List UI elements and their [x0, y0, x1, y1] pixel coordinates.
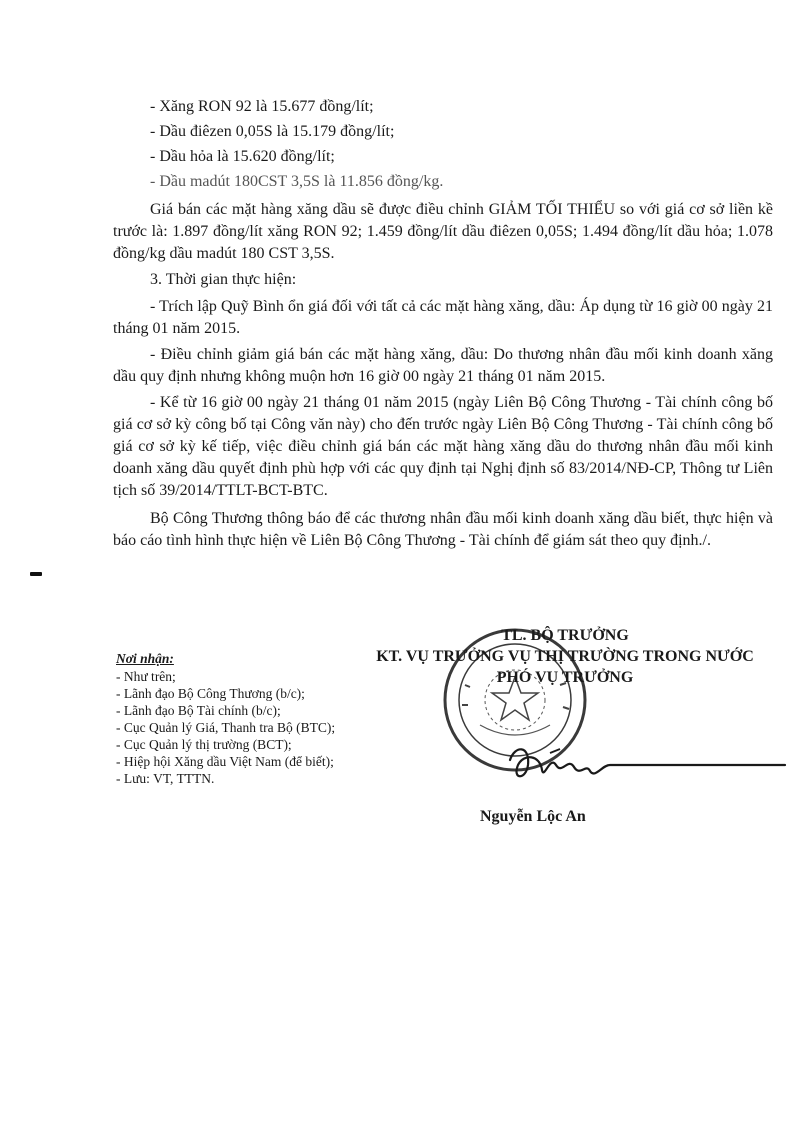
closing-paragraph: Bộ Công Thương thông báo để các thương nhân đầu mối kinh doanh xăng dầu biết, thực hiện và báo cáo tình hình thực hiện về Liên Bộ Công Thương - Tài chính để giám sát theo quy định./.	[113, 510, 773, 549]
margin-mark	[30, 572, 42, 576]
price-diesen: - Dầu điêzen 0,05S là 15.179 đồng/lít;	[150, 123, 395, 140]
section-3-item-3: - Kể từ 16 giờ 00 ngày 21 tháng 01 năm 2015 (ngày Liên Bộ Công Thương - Tài chính công bố giá cơ sở kỳ công bố tại Công văn này) cho đến trước ngày Liên Bộ Công Thương - Tài chính công bố giá cơ sở kỳ kế tiếp, việc điều chỉnh giá bán các mặt hàng xăng dầu do thương nhân đầu mối kinh doanh xăng dầu quyết định phù hợp với các quy định tại Nghị định số 83/2014/NĐ-CP, Thông tư Liên tịch số 39/2014/TTLT-BCT-BTC.	[113, 394, 773, 499]
recipient-item: - Lãnh đạo Bộ Công Thương (b/c);	[116, 686, 305, 701]
recipient-item: - Lãnh đạo Bộ Tài chính (b/c);	[116, 703, 281, 718]
price-adjust-paragraph: Giá bán các mặt hàng xăng dầu sẽ được điều chỉnh GIẢM TỐI THIỂU so với giá cơ sở liền kề trước là: 1.897 đồng/lít xăng RON 92; 1.459 đồng/lít dầu điêzen 0,05S; 1.494 đồng/lít dầu hỏa; 1.078 đồng/kg dầu madút 180 CST 3,5S.	[113, 201, 773, 262]
recipient-item: - Lưu: VT, TTTN.	[116, 771, 215, 786]
section-3-heading: 3. Thời gian thực hiện:	[150, 271, 297, 288]
section-3-item-2: - Điều chỉnh giảm giá bán các mặt hàng xăng, dầu: Do thương nhân đầu mối kinh doanh xăng dầu quy định nhưng không muộn hơn 16 giờ 00 ngày 21 tháng 01 năm 2015.	[113, 346, 773, 385]
recipient-item: - Cục Quản lý Giá, Thanh tra Bộ (BTC);	[116, 720, 336, 735]
recipients-block	[116, 650, 346, 787]
signature-block	[335, 625, 795, 688]
section-3-item-1: - Trích lập Quỹ Bình ổn giá đối với tất cả các mặt hàng xăng, dầu: Áp dụng từ 16 giờ 00 ngày 21 tháng 01 năm 2015.	[113, 298, 773, 337]
recipient-item: - Cục Quản lý thị trường (BCT);	[116, 737, 292, 752]
document-body	[113, 96, 773, 556]
price-madut: - Dầu madút 180CST 3,5S là 11.856 đồng/kg.	[150, 173, 444, 190]
recipients-list	[116, 668, 346, 787]
price-ron92: - Xăng RON 92 là 15.677 đồng/lít;	[150, 98, 374, 115]
price-dau-hoa: - Dầu hỏa là 15.620 đồng/lít;	[150, 148, 335, 165]
signature-line-1: TL. BỘ TRƯỞNG	[501, 627, 629, 644]
signature-line-3: PHÓ VỤ TRƯỞNG	[496, 669, 634, 686]
signature-line-2: KT. VỤ TRƯỞNG VỤ THỊ TRƯỜNG TRONG NƯỚC	[376, 648, 754, 665]
recipient-item: - Hiệp hội Xăng dầu Việt Nam (để biết);	[116, 754, 334, 769]
handwritten-signature-icon	[490, 735, 790, 795]
recipients-title: Nơi nhận:	[116, 651, 174, 666]
signer-name: Nguyễn Lộc An	[480, 808, 586, 825]
recipient-item: - Như trên;	[116, 669, 176, 684]
